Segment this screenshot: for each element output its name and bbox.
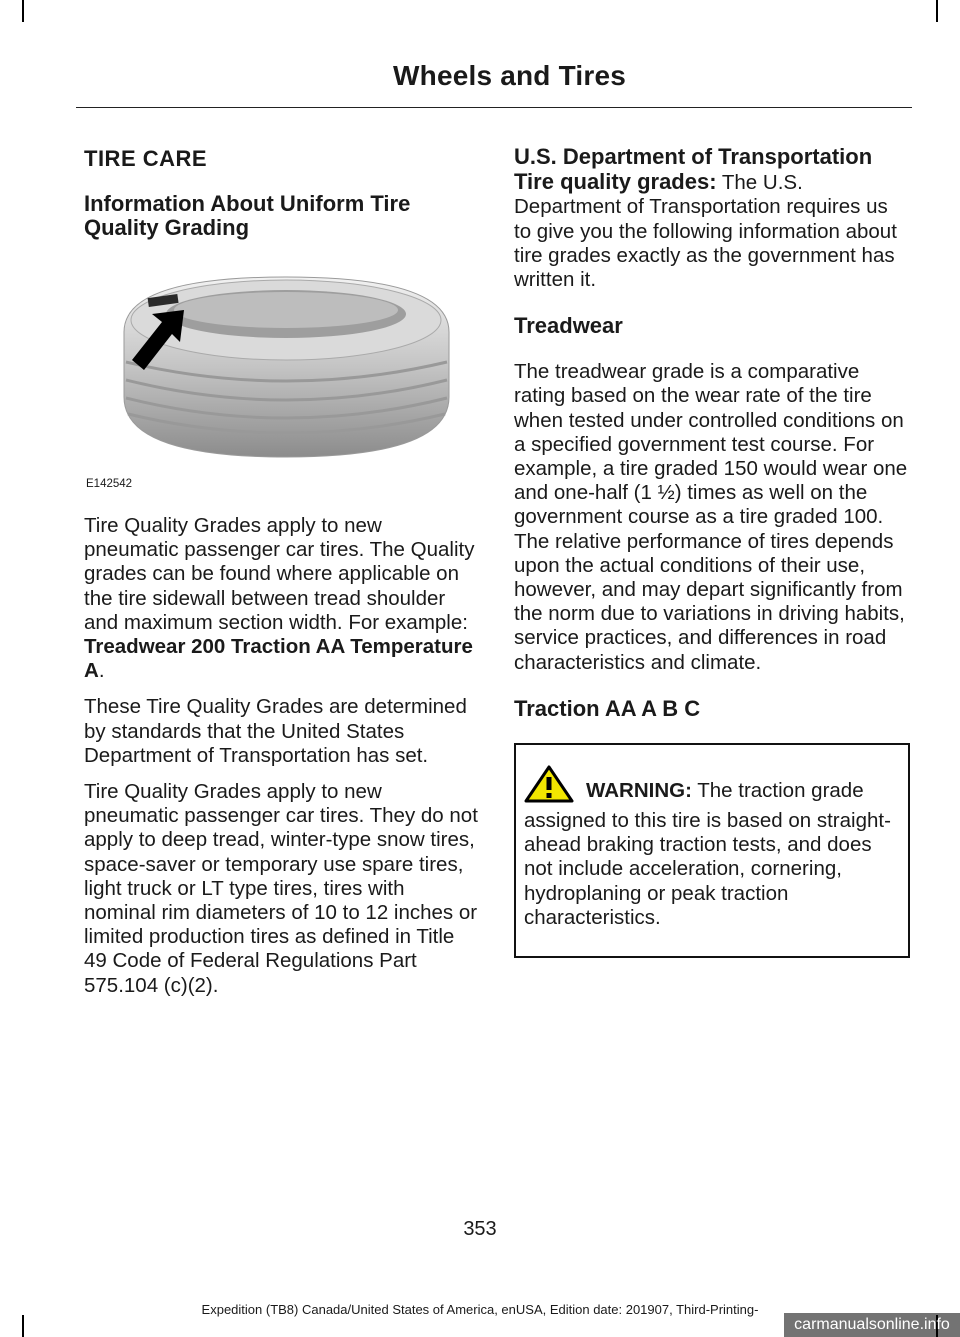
crop-mark xyxy=(22,1315,24,1337)
subheading-uniform-grading: Information About Uniform Tire Quality Grading xyxy=(84,191,411,240)
watermark: carmanualsonline.info xyxy=(784,1313,960,1337)
section-title: TIRE CARE xyxy=(84,146,208,171)
tire-illustration xyxy=(114,262,459,472)
warning-text: The traction grade assigned to this tire is based on straight-ahead braking traction tests, and does not include acceleration, cornering, hydroplaning or peak traction characteristics. xyxy=(524,778,891,929)
warning-label: WARNING: xyxy=(586,778,692,802)
footer-edition-note: Expedition (TB8) Canada/United States of America, enUSA, Edition date: 201907, Third-Printing- xyxy=(201,1302,759,1317)
warning-paragraph xyxy=(524,765,900,930)
paragraph-text: Tire Quality Grades apply to new pneumatic passenger car tires. The Quality grades can be found where applicable on the tire sidewall between tread shoulder and maximum section width. For example: xyxy=(84,514,475,634)
heading-treadwear: Treadwear xyxy=(514,313,623,339)
paragraph-dot-grades xyxy=(514,145,910,292)
crop-mark xyxy=(936,0,938,22)
left-column xyxy=(84,145,479,1010)
heading-traction: Traction AA A B C xyxy=(514,695,701,721)
tire-figure xyxy=(84,262,479,492)
crop-mark xyxy=(22,0,24,22)
paragraph-treadwear: The treadwear grade is a comparative rating based on the wear rate of the tire when tested under controlled conditions on a specified government test course. For example, a tire graded 150 would wear one and one-half (1 ½) times as well on the government course as a tire graded 100. The relative performance of tires depends upon the actual conditions of their use, however, and may depart significantly from the norm due to variations in driving habits, service practices, and differences in road characteristics and climate. xyxy=(514,360,908,674)
warning-icon xyxy=(524,765,574,809)
page-header-title: Wheels and Tires xyxy=(393,60,626,91)
paragraph-standards: These Tire Quality Grades are determined by standards that the United States Department of Transportation has set. xyxy=(84,695,467,767)
header-divider xyxy=(76,107,912,108)
paragraph-quality-grades xyxy=(84,514,479,683)
paragraph-end: . xyxy=(98,659,105,683)
paragraph-exclusions: Tire Quality Grades apply to new pneumatic passenger car tires. They do not apply to deep tread, winter-type snow tires, space-saver or temporary use spare tires, light truck or LT type tires, tires with nominal rim diameters of 10 to 12 inches or limited production tires as defined in Title 49 Code of Federal Regulations Part 575.104 (c)(2). xyxy=(84,780,478,997)
dot-text: The U.S. Department of Transportation requires us to give you the following information about tire grades exactly as the government has written it. xyxy=(514,171,897,292)
page-number: 353 xyxy=(463,1218,497,1240)
figure-code: E142542 xyxy=(86,478,133,490)
right-column xyxy=(514,145,910,958)
warning-box xyxy=(514,743,910,958)
dot-heading: U.S. Department of Transportation Tire quality grades: xyxy=(514,144,873,195)
example-grades: Treadwear 200 Traction AA Temperature A xyxy=(84,635,473,683)
